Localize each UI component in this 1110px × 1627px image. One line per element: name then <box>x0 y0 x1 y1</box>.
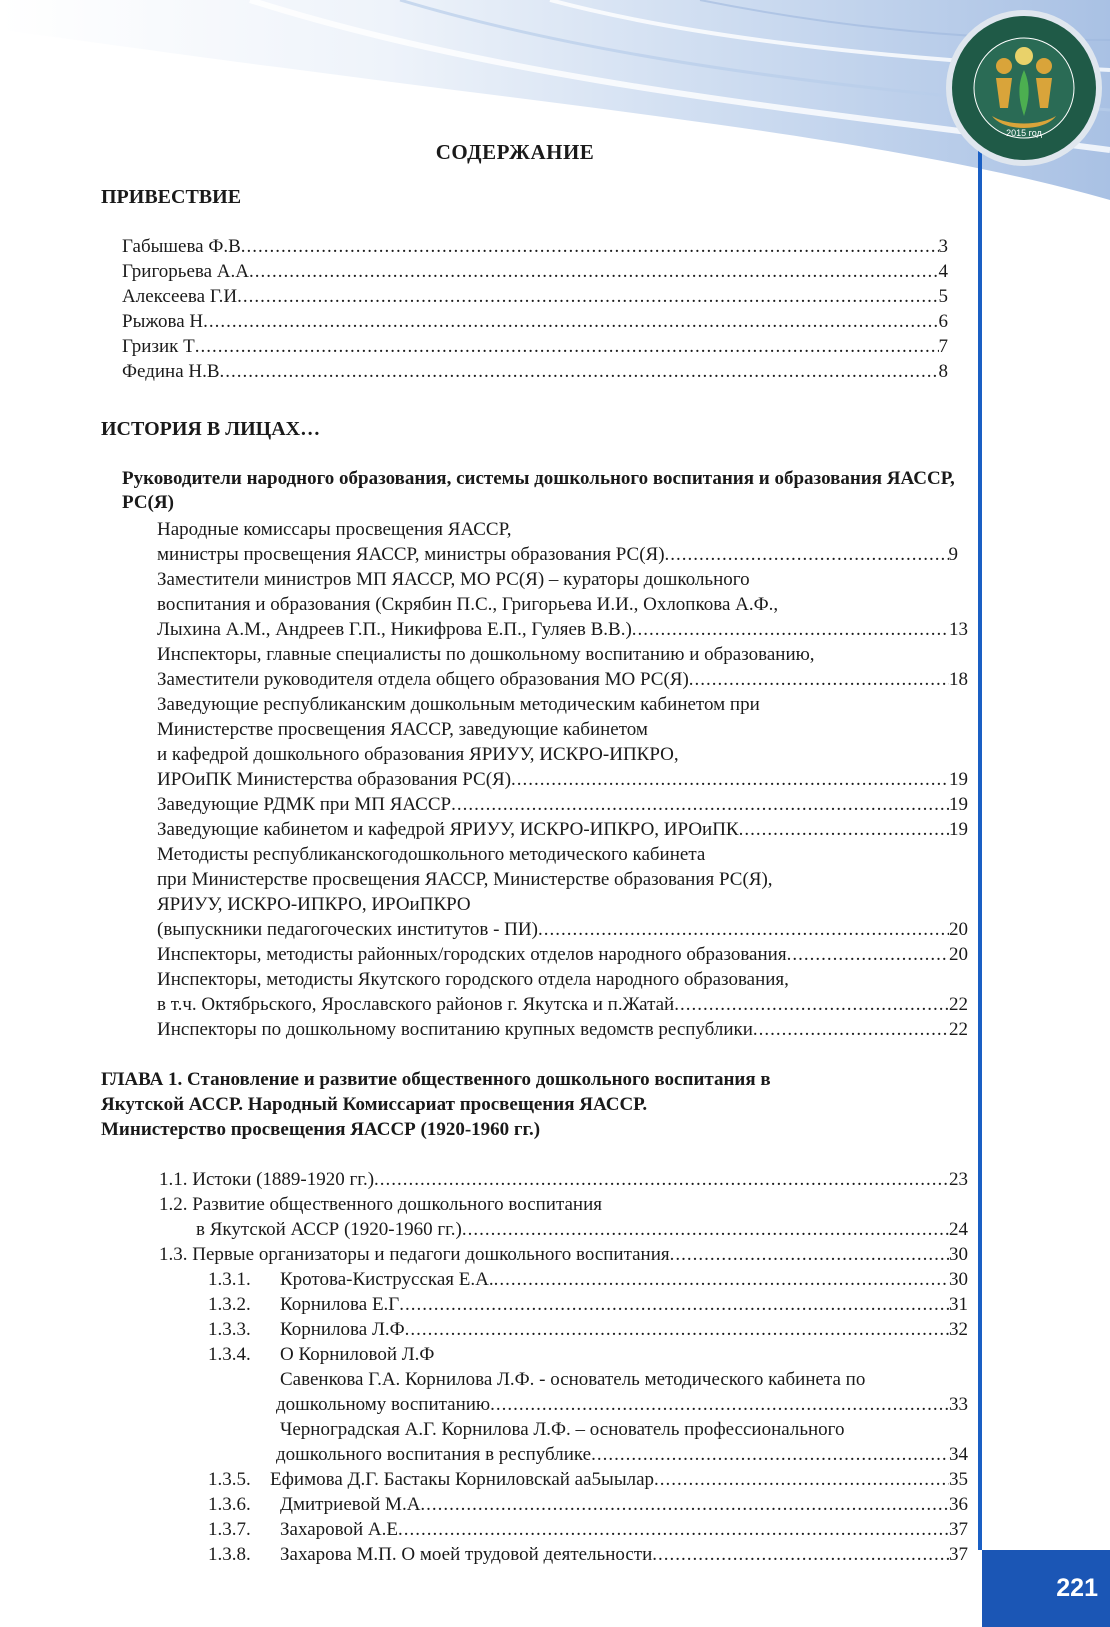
toc-text: Заместители министров МП ЯАССР, МО РС(Я) – кураторы дошкольного <box>157 569 750 590</box>
toc-entry[interactable]: 1.3.1. Кротова-Киструсская Е.А. ..... 30 <box>208 1267 968 1292</box>
toc-text: Народные комиссары просвещения ЯАССР, <box>157 519 512 540</box>
section-history: ИСТОРИЯ В ЛИЦАХ… <box>101 418 321 440</box>
chapter-heading-line: ГЛАВА 1. Становление и развитие общественного дошкольного воспитания в <box>101 1069 771 1090</box>
toc-entry[interactable]: 1.1. Истоки (1889-1920 гг.) ..... 23 <box>159 1167 968 1192</box>
page-title: СОДЕРЖАНИЕ <box>435 140 595 164</box>
toc-entry[interactable]: 1.3.5. Ефимова Д.Г. Бастакы Корниловскай аа5ыылар ..... 35 <box>208 1467 968 1492</box>
emblem <box>944 8 1104 168</box>
toc-entry[interactable]: Лыхина А.М., Андреев Г.П., Никифрова Е.П., Гуляев В.В.) ..... 13 <box>157 617 968 642</box>
toc-text: и кафедрой дошкольного образования ЯРИУУ, ИСКРО-ИПКРО, <box>157 744 679 765</box>
toc-text: Савенкова Г.А. Корнилова Л.Ф. - основатель методического кабинета по <box>280 1369 866 1390</box>
toc-entry[interactable]: 1.3.8. Захарова М.П. О моей трудовой деятельности ..... 37 <box>208 1542 968 1567</box>
page-number: 221 <box>982 1550 1110 1627</box>
right-margin-rule <box>978 150 982 1550</box>
toc-entry[interactable]: 1.3. Первые организаторы и педагоги дошкольного воспитания ..... 30 <box>159 1242 968 1267</box>
toc-text: 1.3.4. О Корниловой Л.Ф <box>208 1344 435 1365</box>
toc-text: Заведующие республиканским дошкольным методическим кабинетом при <box>157 694 760 715</box>
toc-entry[interactable]: министры просвещения ЯАССР, министры образования РС(Я) ..... 9 <box>157 542 958 567</box>
toc-text: Методисты республиканскогодошкольного методического кабинета <box>157 844 706 865</box>
toc-entry[interactable]: дошкольному воспитанию ..... 33 <box>276 1392 968 1417</box>
toc-entry[interactable]: Заведующие кабинетом и кафедрой ЯРИУУ, ИСКРО-ИПКРО, ИРОиПК ..... 19 <box>157 817 968 842</box>
toc-entry[interactable]: Инспекторы, методисты районных/городских отделов народного образования ..... 20 <box>157 942 968 967</box>
emblem-logo-icon <box>944 8 1104 168</box>
chapter-heading-line: Министерство просвещения ЯАССР (1920-1960 гг.) <box>101 1119 541 1140</box>
toc-entry[interactable]: 1.3.7. Захаровой А.Е ..... 37 <box>208 1517 968 1542</box>
toc-entry[interactable]: Алексеева Г.И ..... 5 <box>122 284 948 309</box>
toc-entry[interactable]: Заместители руководителя отдела общего образования МО РС(Я) ..... 18 <box>157 667 968 692</box>
toc-entry[interactable]: Рыжова Н ..... 6 <box>122 309 948 334</box>
toc-text: Министерстве просвещения ЯАССР, заведующие кабинетом <box>157 719 648 740</box>
toc-text: Черноградская А.Г. Корнилова Л.Ф. – основатель профессионального <box>280 1419 845 1440</box>
toc-entry[interactable]: Федина Н.В ..... 8 <box>122 359 948 384</box>
toc-entry[interactable]: ИРОиПК Министерства образования РС(Я) ..... 19 <box>157 767 968 792</box>
toc-entry[interactable]: Заведующие РДМК при МП ЯАССР ..... 19 <box>157 792 968 817</box>
toc-text: 1.2. Развитие общественного дошкольного воспитания <box>159 1194 603 1215</box>
toc-entry[interactable]: в Якутской АССР (1920-1960 гг.) ..... 24 <box>196 1217 968 1242</box>
toc-entry[interactable]: (выпускники педагогоческих институтов - ПИ) ..... 20 <box>157 917 968 942</box>
subsection-leaders: Руководители народного образования, системы дошкольного воспитания и образования ЯАССР, РС(Я) <box>122 468 955 513</box>
toc-entry[interactable]: Габышева Ф.В ..... 3 <box>122 234 948 259</box>
toc-entry[interactable]: 1.3.2. Корнилова Е.Г ..... 31 <box>208 1292 968 1317</box>
toc-entry[interactable]: 1.3.6. Дмитриевой М.А ..... 36 <box>208 1492 968 1517</box>
section-greeting: ПРИВЕСТВИЕ <box>101 186 242 208</box>
toc-text: воспитания и образования (Скрябин П.С., Григорьева И.И., Охлопкова А.Ф., <box>157 594 779 615</box>
toc-entry[interactable]: 1.3.3. Корнилова Л.Ф ..... 32 <box>208 1317 968 1342</box>
chapter-heading-line: Якутской АССР. Народный Комиссариат просвещения ЯАССР. <box>101 1094 648 1115</box>
emblem-year: 2015 год <box>1006 128 1042 138</box>
toc-entry[interactable]: Инспекторы по дошкольному воспитанию крупных ведомств республики ..... 22 <box>157 1017 968 1042</box>
toc-text: Инспекторы, методисты Якутского городского отдела народного образования, <box>157 969 789 990</box>
toc-text: ЯРИУУ, ИСКРО-ИПКРО, ИРОиПКРО <box>157 894 471 915</box>
toc-text: при Министерстве просвещения ЯАССР, Министерстве образования РС(Я), <box>157 869 773 890</box>
toc-text: Инспекторы, главные специалисты по дошкольному воспитанию и образованию, <box>157 644 815 665</box>
toc-entry[interactable]: Григорьева А.А ..... 4 <box>122 259 948 284</box>
toc-entry[interactable]: дошкольного воспитания в республике ..... 34 <box>276 1442 968 1467</box>
toc-entry[interactable]: Гризик Т ..... 7 <box>122 334 948 359</box>
toc-entry[interactable]: в т.ч. Октябрьского, Ярославского районов г. Якутска и п.Жатай ..... 22 <box>157 992 968 1017</box>
